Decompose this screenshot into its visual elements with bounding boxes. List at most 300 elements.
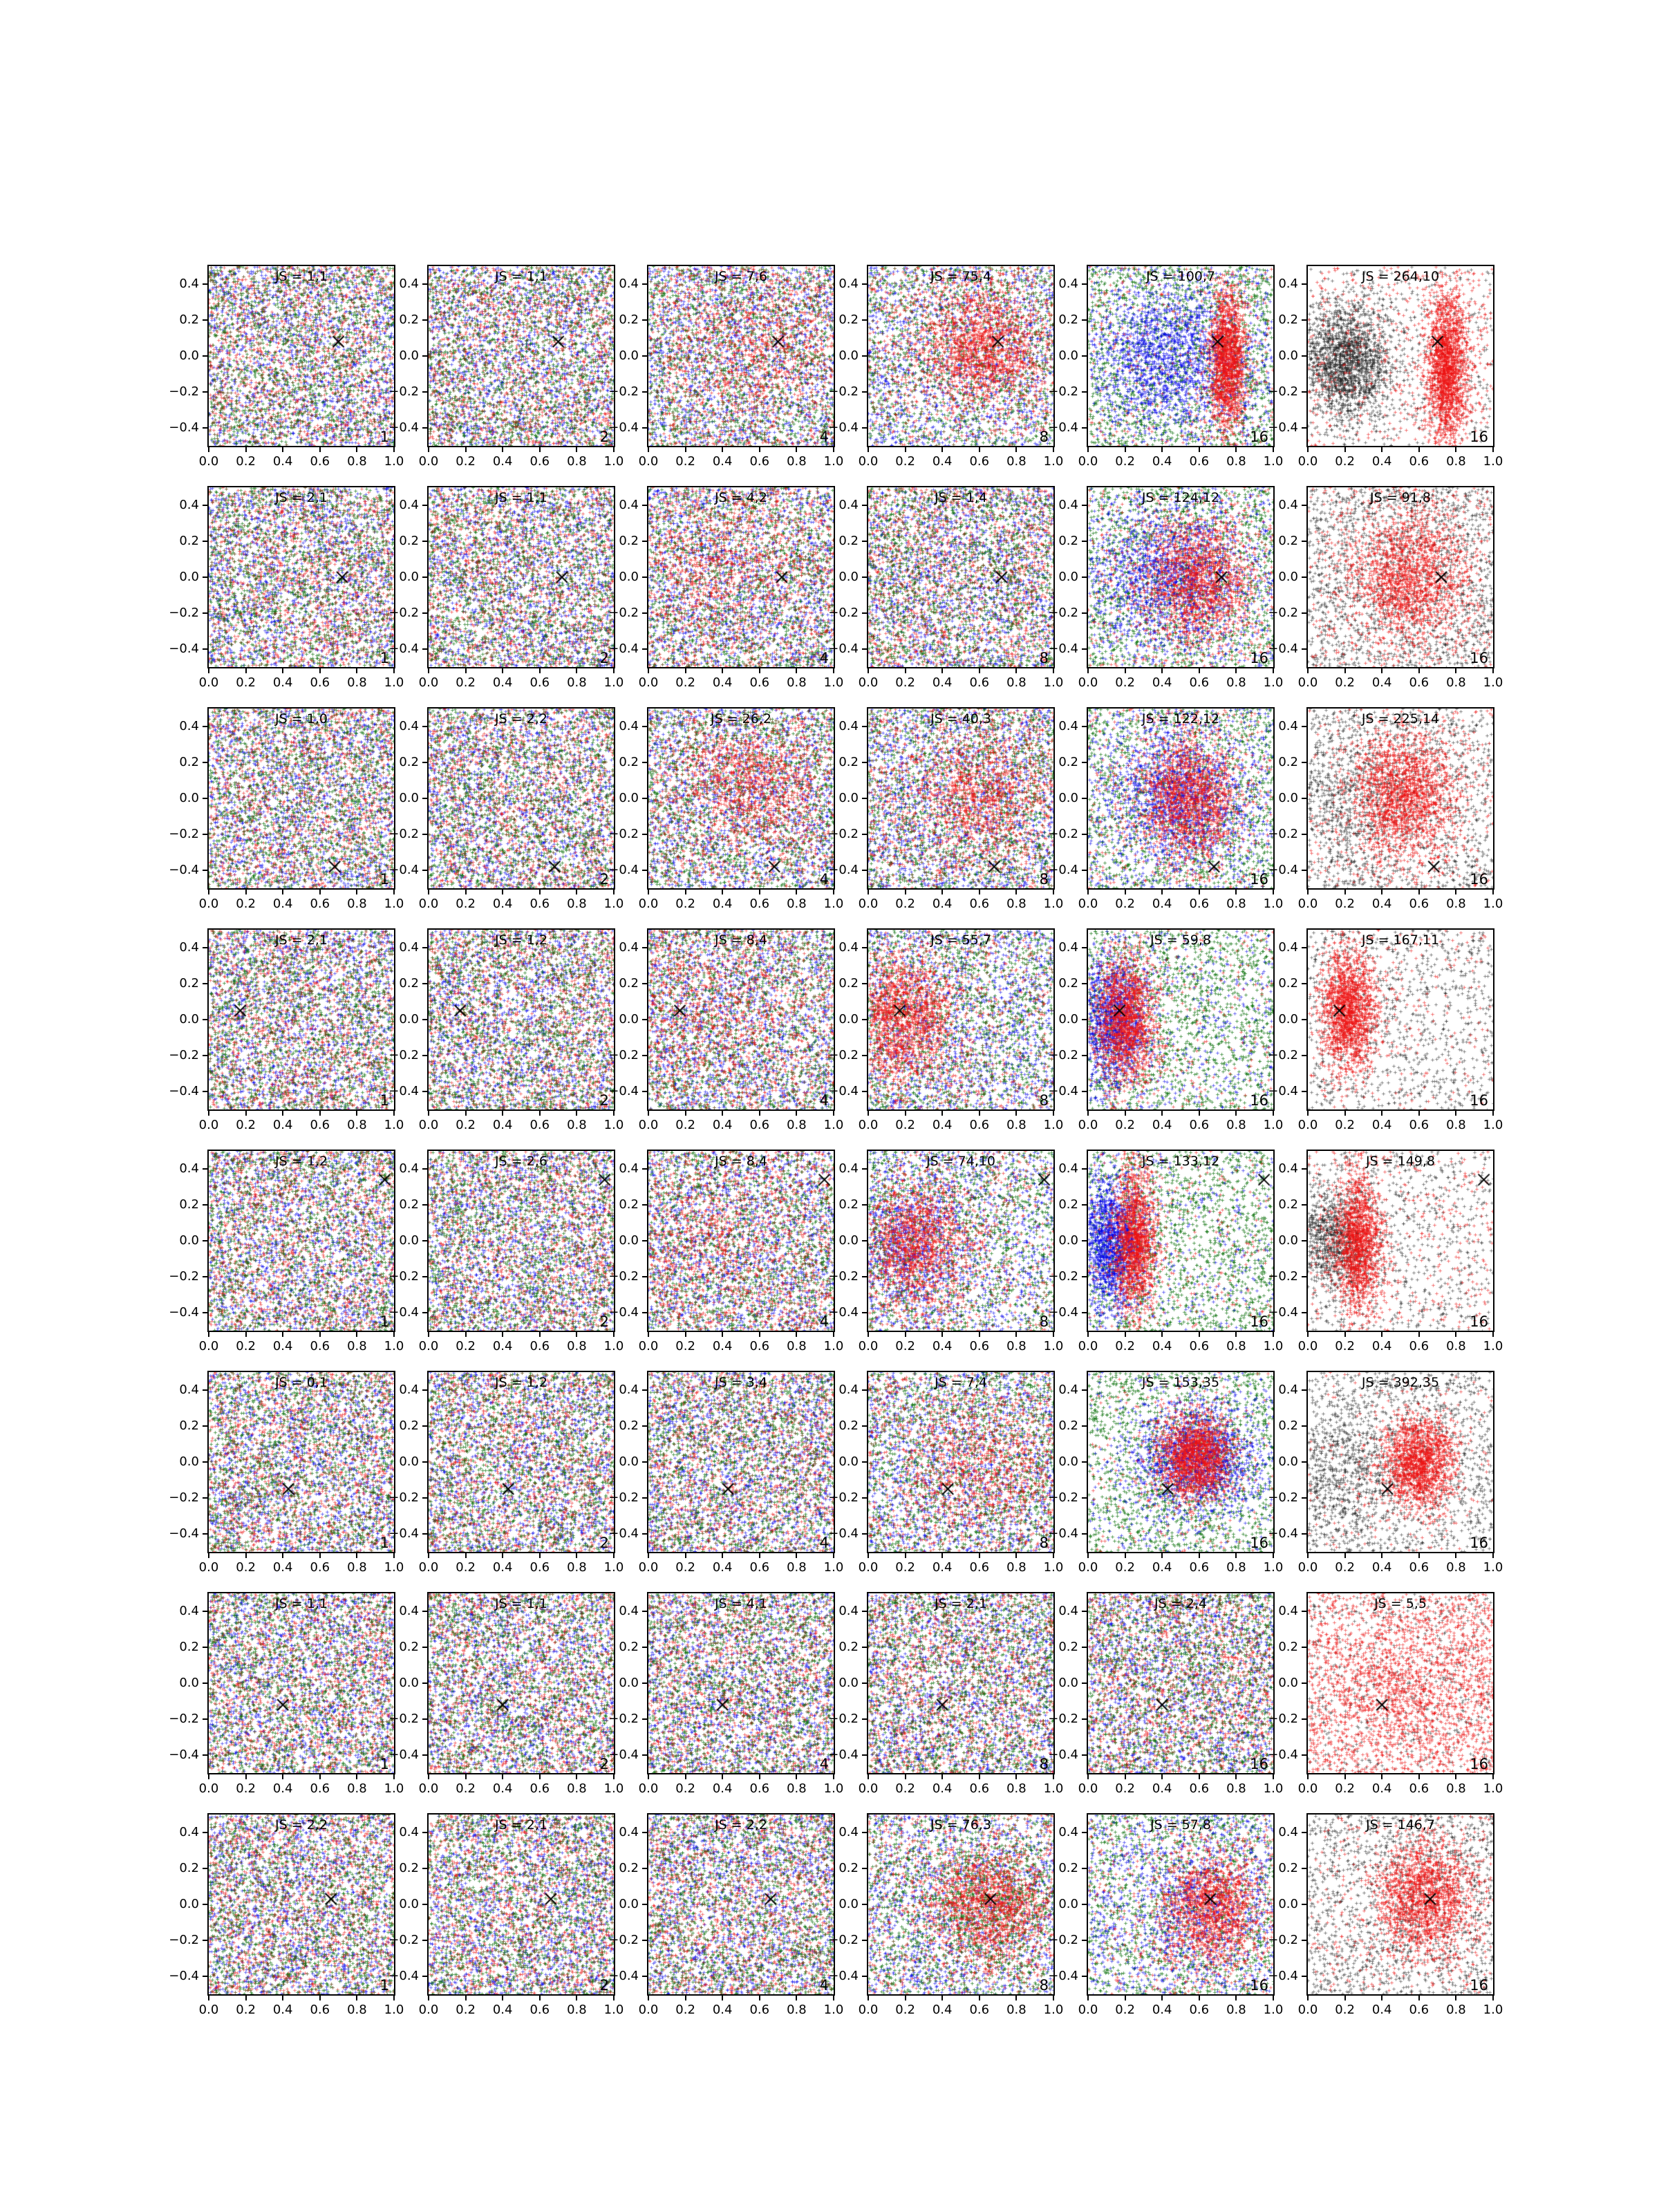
x-tick	[796, 1773, 797, 1779]
x-tick	[1053, 446, 1054, 452]
subplot	[169, 265, 404, 469]
y-tick	[422, 1497, 429, 1499]
y-tick	[1302, 1868, 1308, 1869]
scatter-canvas	[209, 1593, 394, 1773]
x-tick	[208, 888, 209, 894]
x-tick	[1087, 1331, 1089, 1337]
x-tick	[1161, 1109, 1163, 1116]
y-tick-label: 0.2	[619, 312, 639, 327]
population-size-label: 8	[1039, 1977, 1049, 1994]
subplot	[1048, 1371, 1284, 1575]
x-tick	[1161, 667, 1163, 673]
subplot	[1268, 928, 1503, 1132]
y-tick-label: 0.4	[1058, 498, 1078, 512]
x-tick-label: 0.8	[567, 897, 587, 911]
y-tick-label: 0.0	[179, 1233, 199, 1248]
y-tick-label: −0.4	[1268, 420, 1298, 435]
y-tick-label: 0.0	[838, 1012, 859, 1027]
x-tick-label: 0.8	[347, 897, 367, 911]
y-tick	[203, 762, 209, 763]
y-tick	[642, 1754, 648, 1756]
x-tick-label: 1.0	[823, 1118, 844, 1132]
x-tick-label: 0.0	[418, 1339, 439, 1353]
y-tick	[862, 870, 868, 871]
x-tick-label: 0.0	[198, 897, 219, 911]
y-tick-label: 0.0	[838, 1676, 859, 1690]
y-tick	[1302, 1168, 1308, 1170]
x-tick	[1418, 667, 1420, 673]
x-tick-label: 0.4	[932, 897, 953, 911]
x-tick-label: 0.0	[198, 1781, 219, 1796]
x-tick	[1161, 888, 1163, 894]
x-tick	[685, 1109, 686, 1116]
x-tick-label: 0.6	[749, 2003, 770, 2017]
y-tick	[203, 1940, 209, 1941]
x-tick	[685, 667, 686, 673]
x-tick-label: 0.0	[858, 1339, 879, 1353]
y-tick-label: 0.4	[1058, 719, 1078, 733]
x-tick-label: 0.0	[1297, 1339, 1318, 1353]
x-tick-label: 0.0	[858, 2003, 879, 2017]
x-tick-label: 0.4	[1152, 1560, 1172, 1575]
x-tick-label: 0.6	[529, 1118, 550, 1132]
y-tick	[642, 283, 648, 285]
x-tick	[722, 888, 723, 894]
x-tick	[796, 1331, 797, 1337]
y-tick-label: 0.2	[619, 976, 639, 991]
x-tick-label: 0.0	[418, 1560, 439, 1575]
y-tick-label: 0.0	[619, 348, 639, 363]
scatter-canvas	[868, 487, 1053, 667]
x-tick-label: 1.0	[1483, 897, 1503, 911]
x-tick-label: 0.2	[895, 1781, 915, 1796]
y-tick	[1082, 1425, 1088, 1427]
x-tick	[1087, 1994, 1089, 2000]
x-tick-label: 0.2	[456, 454, 476, 469]
x-tick-label: 0.4	[272, 897, 293, 911]
x-tick-label: 0.6	[1409, 1339, 1430, 1353]
y-tick-label: 0.4	[179, 1382, 199, 1397]
x-tick	[1015, 446, 1017, 452]
x-tick-label: 1.0	[1263, 1118, 1284, 1132]
x-tick-label: 1.0	[1043, 1118, 1064, 1132]
y-tick-label: 0.4	[838, 498, 859, 512]
x-tick-label: 0.0	[198, 454, 219, 469]
y-tick	[642, 1647, 648, 1648]
x-tick	[539, 1552, 541, 1558]
y-tick-label: −0.2	[1048, 827, 1078, 841]
y-tick-label: −0.4	[1268, 1084, 1298, 1098]
x-tick	[1199, 1331, 1200, 1337]
y-tick-label: 0.2	[179, 1418, 199, 1433]
x-tick	[1125, 667, 1126, 673]
x-tick	[428, 1773, 429, 1779]
y-tick	[862, 612, 868, 614]
scatter-canvas	[1088, 1372, 1273, 1552]
y-tick-label: 0.4	[179, 498, 199, 512]
y-tick	[1302, 1461, 1308, 1463]
x-tick-label: 0.8	[1006, 675, 1027, 690]
x-tick	[1455, 1331, 1456, 1337]
y-tick-label: 0.0	[619, 570, 639, 584]
y-tick	[422, 1312, 429, 1313]
population-size-label: 2	[599, 1756, 609, 1772]
x-tick-label: 0.6	[969, 1118, 990, 1132]
x-tick-label: 1.0	[1263, 454, 1284, 469]
y-tick	[1082, 1832, 1088, 1833]
x-tick	[613, 667, 615, 673]
x-tick-label: 0.6	[1409, 897, 1430, 911]
subplot	[828, 1813, 1064, 2017]
y-tick-label: 0.0	[1058, 348, 1078, 363]
x-tick-label: 0.2	[675, 454, 695, 469]
population-size-label: 16	[1250, 1092, 1268, 1109]
x-tick-label: 0.8	[567, 1560, 587, 1575]
y-tick	[203, 1055, 209, 1056]
x-tick-label: 0.0	[638, 2003, 659, 2017]
x-tick	[1053, 888, 1054, 894]
y-tick-label: −0.4	[1048, 863, 1078, 877]
x-tick-label: 0.4	[272, 1339, 293, 1353]
y-tick-label: −0.2	[169, 827, 199, 841]
x-tick-label: 0.2	[236, 897, 256, 911]
y-tick-label: −0.4	[828, 1305, 859, 1320]
y-tick	[422, 1425, 429, 1427]
y-tick	[862, 427, 868, 429]
subplot	[1268, 265, 1503, 469]
x-tick-label: 0.6	[529, 1560, 550, 1575]
x-tick	[282, 446, 283, 452]
y-tick	[862, 762, 868, 763]
x-tick	[1053, 667, 1054, 673]
x-tick	[1455, 667, 1456, 673]
x-tick	[685, 888, 686, 894]
y-tick	[203, 1091, 209, 1092]
scatter-canvas	[429, 1593, 614, 1773]
x-tick	[613, 446, 615, 452]
y-tick	[422, 391, 429, 393]
y-tick-label: 0.4	[1278, 1382, 1298, 1397]
x-tick-label: 0.0	[858, 675, 879, 690]
y-tick	[1082, 648, 1088, 650]
y-tick	[862, 1940, 868, 1941]
x-tick	[1273, 1552, 1274, 1558]
x-tick-label: 1.0	[823, 2003, 844, 2017]
plot-title: JS = 146,7	[1365, 1817, 1436, 1833]
x-tick-label: 0.8	[1006, 454, 1027, 469]
y-tick	[862, 541, 868, 542]
y-tick	[203, 870, 209, 871]
y-tick-label: 0.0	[1278, 791, 1298, 805]
x-tick-label: 0.8	[1446, 1781, 1466, 1796]
x-tick-label: 0.8	[1226, 1118, 1246, 1132]
y-tick-label: 0.0	[838, 570, 859, 584]
x-tick	[1161, 1331, 1163, 1337]
x-tick-label: 0.4	[712, 897, 733, 911]
y-tick	[1302, 1904, 1308, 1905]
y-tick-label: 0.0	[1058, 1454, 1078, 1469]
x-tick	[282, 1773, 283, 1779]
y-tick	[422, 283, 429, 285]
x-tick-label: 0.2	[236, 675, 256, 690]
x-tick	[941, 1994, 943, 2000]
scatter-canvas	[1308, 930, 1493, 1109]
x-tick	[465, 888, 467, 894]
y-tick-label: −0.2	[169, 1048, 199, 1062]
y-tick	[422, 1904, 429, 1905]
x-tick-label: 0.4	[712, 1339, 733, 1353]
x-tick	[722, 1994, 723, 2000]
y-tick-label: 0.2	[179, 1640, 199, 1654]
x-tick-label: 0.0	[638, 1560, 659, 1575]
plot-title: JS = 2,2	[715, 1817, 767, 1833]
x-tick	[1235, 1994, 1237, 2000]
y-tick-label: −0.4	[828, 1969, 859, 1983]
scatter-canvas	[648, 487, 834, 667]
y-tick-label: −0.4	[1048, 1305, 1078, 1320]
y-tick-label: −0.4	[1048, 1969, 1078, 1983]
x-tick	[1344, 1331, 1346, 1337]
x-tick	[685, 1331, 686, 1337]
y-tick-label: 0.4	[619, 276, 639, 291]
y-tick-label: 0.0	[838, 1454, 859, 1469]
y-tick-label: 0.4	[1278, 1161, 1298, 1176]
x-tick	[282, 888, 283, 894]
y-tick-label: 0.4	[619, 719, 639, 733]
x-tick	[1235, 888, 1237, 894]
x-tick-label: 0.0	[1078, 1781, 1098, 1796]
y-tick	[862, 983, 868, 984]
x-tick-label: 0.6	[749, 1560, 770, 1575]
x-tick-label: 0.6	[749, 454, 770, 469]
y-tick	[422, 1240, 429, 1241]
y-tick-label: −0.4	[1268, 1747, 1298, 1762]
plot-title: JS = 91,8	[1370, 490, 1431, 505]
y-tick	[203, 283, 209, 285]
y-tick-label: 0.0	[399, 1012, 419, 1027]
y-tick	[422, 355, 429, 357]
x-tick	[1235, 1331, 1237, 1337]
x-tick	[356, 888, 357, 894]
x-tick-label: 0.8	[347, 1118, 367, 1132]
subplot	[1048, 486, 1284, 690]
plot-title: JS = 5,5	[1374, 1596, 1427, 1611]
y-tick-label: 0.4	[1058, 1382, 1078, 1397]
y-tick-label: −0.4	[828, 420, 859, 435]
y-tick-label: −0.4	[828, 1084, 859, 1098]
x-tick	[282, 667, 283, 673]
y-tick-label: 0.4	[838, 1825, 859, 1839]
x-tick	[941, 667, 943, 673]
x-tick-label: 0.0	[418, 2003, 439, 2017]
y-tick-label: 0.2	[838, 1197, 859, 1212]
x-tick	[356, 1773, 357, 1779]
plot-title: JS = 392,35	[1361, 1375, 1440, 1390]
x-tick	[1418, 1994, 1420, 2000]
x-tick	[833, 1773, 834, 1779]
y-tick-label: −0.4	[388, 641, 419, 656]
plot-title: JS = 57,8	[1150, 1817, 1211, 1833]
y-tick-label: 0.4	[179, 276, 199, 291]
y-tick	[422, 947, 429, 948]
y-tick	[1302, 648, 1308, 650]
x-tick-label: 0.0	[198, 2003, 219, 2017]
x-tick-label: 0.0	[638, 1339, 659, 1353]
x-tick	[1307, 446, 1309, 452]
y-tick	[203, 1904, 209, 1905]
x-tick	[1492, 1994, 1494, 2000]
x-tick	[759, 1994, 760, 2000]
y-tick	[1082, 1240, 1088, 1241]
y-tick-label: −0.2	[608, 1048, 639, 1062]
y-tick	[422, 834, 429, 835]
y-tick	[203, 1204, 209, 1206]
y-tick-label: 0.0	[838, 791, 859, 805]
plot-title: JS = 2,1	[275, 932, 328, 948]
y-tick-label: 0.0	[179, 1897, 199, 1911]
y-tick-label: 0.4	[1278, 498, 1298, 512]
x-tick	[1307, 1994, 1309, 2000]
y-tick-label: 0.0	[179, 1012, 199, 1027]
x-tick	[319, 1552, 321, 1558]
y-tick-label: 0.2	[838, 534, 859, 548]
y-tick	[422, 1055, 429, 1056]
y-tick	[1082, 1718, 1088, 1720]
x-tick	[1381, 667, 1382, 673]
y-tick-label: 0.2	[1278, 1418, 1298, 1433]
y-tick-label: 0.2	[1278, 312, 1298, 327]
x-tick-label: 0.0	[1297, 454, 1318, 469]
x-tick-label: 0.8	[567, 2003, 587, 2017]
scatter-canvas	[429, 930, 614, 1109]
y-tick	[642, 1533, 648, 1535]
plot-title: JS = 100,7	[1145, 269, 1216, 284]
x-tick	[1273, 446, 1274, 452]
x-tick	[868, 667, 869, 673]
x-tick	[1053, 1773, 1054, 1779]
plot-title: JS = 149,8	[1365, 1154, 1436, 1169]
scatter-canvas	[209, 487, 394, 667]
x-tick-label: 0.6	[310, 454, 330, 469]
plot-title: JS = 1,1	[495, 1596, 547, 1611]
y-tick	[862, 648, 868, 650]
y-tick	[1302, 1976, 1308, 1977]
x-tick	[979, 1994, 980, 2000]
y-tick	[203, 1461, 209, 1463]
y-tick	[1082, 577, 1088, 578]
population-size-label: 16	[1250, 650, 1268, 666]
x-tick-label: 0.2	[1115, 1560, 1135, 1575]
x-tick	[356, 1331, 357, 1337]
x-tick-label: 0.0	[858, 454, 879, 469]
x-tick	[1235, 667, 1237, 673]
scatter-canvas	[1088, 487, 1273, 667]
x-tick-label: 0.2	[675, 675, 695, 690]
scatter-canvas	[1308, 1151, 1493, 1331]
y-tick	[862, 1204, 868, 1206]
plot-title: JS = 40,3	[930, 711, 991, 727]
y-tick	[1302, 947, 1308, 948]
y-tick-label: 0.4	[1058, 276, 1078, 291]
y-tick	[1302, 1425, 1308, 1427]
y-tick-label: 0.4	[619, 1825, 639, 1839]
x-tick-label: 0.8	[1446, 1339, 1466, 1353]
y-tick	[203, 1533, 209, 1535]
y-tick-label: −0.2	[1048, 1490, 1078, 1505]
population-size-label: 2	[599, 1977, 609, 1994]
y-tick	[422, 1611, 429, 1612]
y-tick	[862, 1091, 868, 1092]
y-tick-label: −0.2	[608, 1933, 639, 1947]
y-tick	[203, 1754, 209, 1756]
y-tick	[203, 834, 209, 835]
y-tick-label: 0.4	[179, 719, 199, 733]
plot-title: JS = 8,4	[715, 932, 767, 948]
y-tick	[203, 319, 209, 321]
x-tick-label: 0.0	[1078, 1118, 1098, 1132]
y-tick-label: −0.2	[388, 1933, 419, 1947]
x-tick-label: 0.8	[787, 1781, 807, 1796]
y-tick-label: 0.0	[838, 1233, 859, 1248]
y-tick-label: −0.4	[169, 641, 199, 656]
population-size-label: 8	[1039, 871, 1049, 888]
x-tick-label: 0.4	[1371, 675, 1392, 690]
x-tick-label: 0.2	[895, 2003, 915, 2017]
x-tick	[1307, 888, 1309, 894]
y-tick	[642, 726, 648, 727]
subplot	[169, 1371, 404, 1575]
y-tick	[422, 612, 429, 614]
y-tick-label: −0.2	[1268, 1712, 1298, 1726]
y-tick	[422, 1168, 429, 1170]
scatter-canvas	[1088, 930, 1273, 1109]
x-tick	[1307, 1109, 1309, 1116]
y-tick-label: 0.2	[179, 534, 199, 548]
x-tick-label: 1.0	[384, 1339, 404, 1353]
scatter-canvas	[868, 930, 1053, 1109]
x-tick-label: 0.4	[712, 2003, 733, 2017]
x-tick	[685, 1552, 686, 1558]
y-tick-label: 0.2	[399, 1197, 419, 1212]
x-tick	[796, 446, 797, 452]
x-tick-label: 1.0	[1263, 897, 1284, 911]
y-tick-label: 0.2	[179, 1861, 199, 1875]
y-tick	[1082, 1461, 1088, 1463]
population-size-label: 8	[1039, 650, 1049, 666]
subplot	[828, 1150, 1064, 1353]
population-size-label: 16	[1470, 1092, 1488, 1109]
x-tick-label: 0.2	[236, 1560, 256, 1575]
x-tick	[796, 1109, 797, 1116]
x-tick-label: 0.8	[1226, 1339, 1246, 1353]
x-tick	[685, 1773, 686, 1779]
x-tick-label: 0.4	[272, 454, 293, 469]
x-tick	[576, 1109, 577, 1116]
x-tick	[905, 667, 906, 673]
x-tick	[576, 888, 577, 894]
x-tick	[393, 446, 395, 452]
y-tick	[862, 1389, 868, 1391]
x-tick-label: 1.0	[1483, 454, 1503, 469]
y-tick-label: 0.2	[399, 1418, 419, 1433]
x-tick	[576, 446, 577, 452]
y-tick	[1302, 283, 1308, 285]
plot-title: JS = 7,4	[935, 1375, 987, 1390]
y-tick-label: 0.0	[179, 1676, 199, 1690]
x-tick-label: 0.4	[1152, 675, 1172, 690]
y-tick	[642, 577, 648, 578]
y-tick	[1302, 541, 1308, 542]
